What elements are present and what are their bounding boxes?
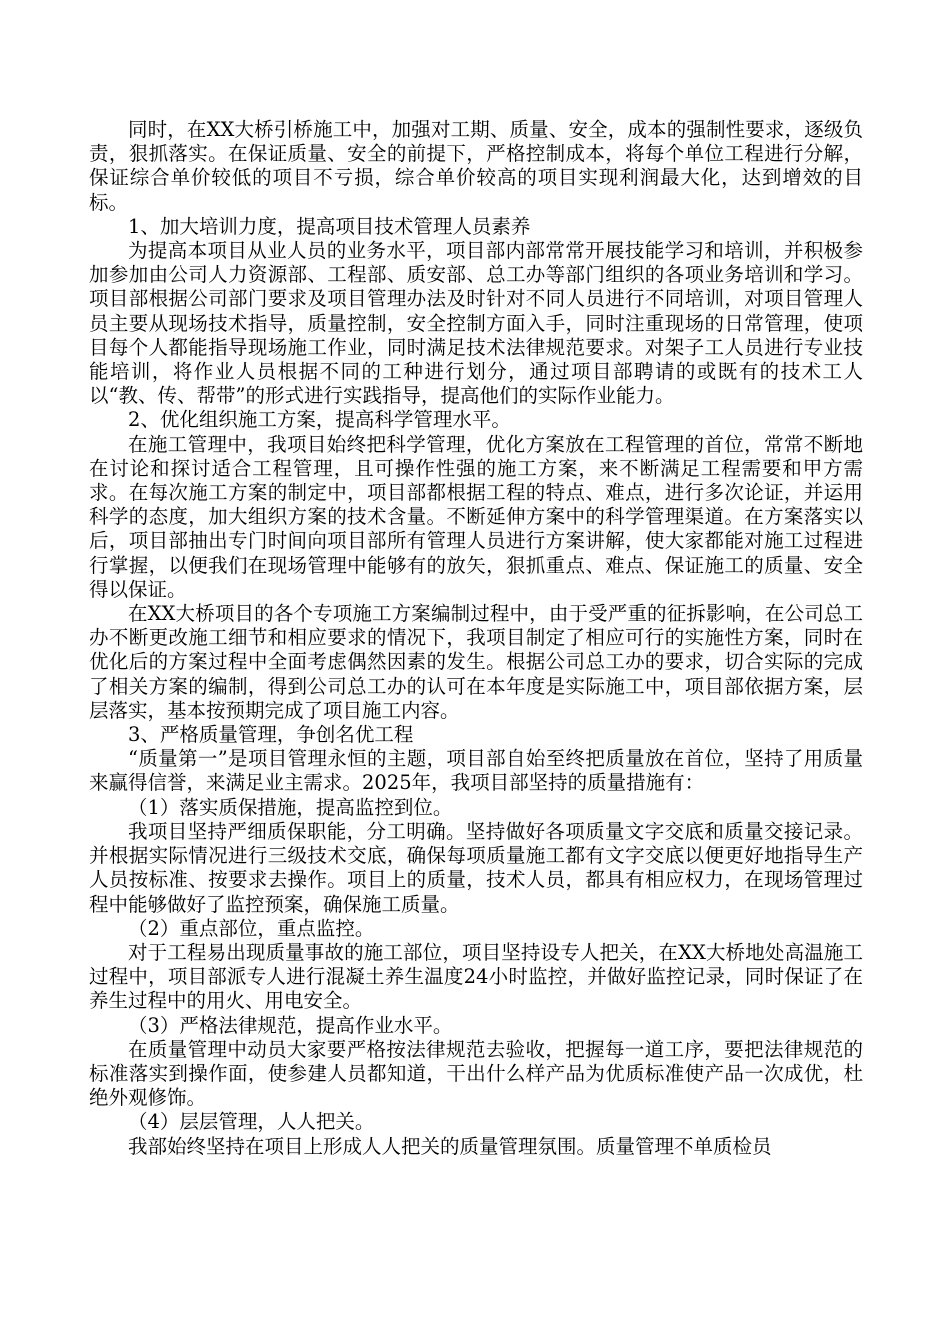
- subheading-key-monitoring: （2）重点部位，重点监控。: [128, 916, 375, 940]
- paragraph-key-monitoring: 对于工程易出现质量事故的施工部位，项目坚持设专人把关，在XX大桥地处高温施工过程中，项目部派专人进行混凝土养生温度24小时监控，并做好监控记录，同时保证了在养生过程中的用火、用电安全。: [89, 940, 863, 1013]
- paragraph-training: 为提高本项目从业人员的业务水平，项目部内部常常开展技能学习和培训，并积极参加参加由公司人力资源部、工程部、质安部、总工办等部门组织的各项业务培训和学习。项目部根据公司部门要求及项目管理办法及时针对不同人员进行不同培训，对项目管理人员主要从现场技术指导，质量控制，安全控制方面入手，同时注重现场的日常管理，使项目每个人都能指导现场施工作业，同时满足技术法律规范要求。对架子工人员进行专业技能培训，将作业人员根据不同的工种进行划分，通过项目部聘请的或既有的技术工人以“教、传、帮带”的形式进行实践指导，提高他们的实际作业能力。: [89, 239, 863, 408]
- paragraph-intro: 同时，在XX大桥引桥施工中，加强对工期、质量、安全，成本的强制性要求，逐级负责，狠抓落实。在保证质量、安全的前提下，严格控制成本，将每个单位工程进行分解，保证综合单价较低的项目不亏损，综合单价较高的项目实现利润最大化，达到增效的目标。: [89, 118, 863, 214]
- heading-quality-management: 3、严格质量管理，争创名优工程: [128, 723, 414, 747]
- heading-training: 1、加大培训力度，提高项目技术管理人员素养: [128, 214, 531, 238]
- paragraph-layered-management: 我部始终坚持在项目上形成人人把关的质量管理氛围。质量管理不单质检员: [128, 1134, 772, 1158]
- subheading-quality-measures: （1）落实质保措施，提高监控到位。: [128, 795, 453, 819]
- heading-construction-plan: 2、优化组织施工方案，提高科学管理水平。: [128, 408, 511, 432]
- paragraph-special-plans: 在XX大桥项目的各个专项施工方案编制过程中，由于受严重的征拆影响，在公司总工办不断更改施工细节和相应要求的情况下，我项目制定了相应可行的实施性方案，同时在优化后的方案过程中全面考虑偶然因素的发生。根据公司总工办的要求，切合实际的完成了相关方案的编制，得到公司总工办的认可在本年度是实际施工中，项目部依据方案，层层落实，基本按预期完成了项目施工内容。: [89, 602, 863, 722]
- subheading-legal-standards: （3）严格法律规范，提高作业水平。: [128, 1013, 453, 1037]
- paragraph-construction-plan: 在施工管理中，我项目始终把科学管理，优化方案放在工程管理的首位，常常不断地在讨论和探讨适合工程管理，且可操作性强的施工方案，来不断满足工程需要和甲方需求。在每次施工方案的制定中，项目部都根据工程的特点、难点，进行多次论证，并运用科学的态度，加大组织方案的技术含量。不断延伸方案中的科学管理渠道。在方案落实以后，项目部抽出专门时间向项目部所有管理人员进行方案讲解，使大家都能对施工过程进行掌握，以便我们在现场管理中能够有的放矢，狠抓重点、难点、保证施工的质量、安全得以保证。: [89, 432, 863, 601]
- subheading-layered-management: （4）层层管理，人人把关。: [128, 1110, 375, 1134]
- document-page: [89, 118, 863, 1159]
- paragraph-quality-first: “质量第一”是项目管理永恒的主题，项目部自始至终把质量放在首位，坚持了用质量来赢得信誉，来满足业主需求。2025年，我项目部坚持的质量措施有：: [89, 747, 863, 795]
- paragraph-quality-measures: 我项目坚持严细质保职能，分工明确。坚持做好各项质量文字交底和质量交接记录。并根据实际情况进行三级技术交底，确保每项质量施工都有文字交底以便更好地指导生产人员按标准、按要求去操作。项目上的质量，技术人员，都具有相应权力，在现场管理过程中能够做好了监控预案，确保施工质量。: [89, 819, 863, 916]
- paragraph-legal-standards: 在质量管理中动员大家要严格按法律规范去验收，把握每一道工序，要把法律规范的标准落实到操作面，使参建人员都知道，干出什么样产品为优质标准使产品一次成优，杜绝外观修饰。: [89, 1037, 863, 1110]
